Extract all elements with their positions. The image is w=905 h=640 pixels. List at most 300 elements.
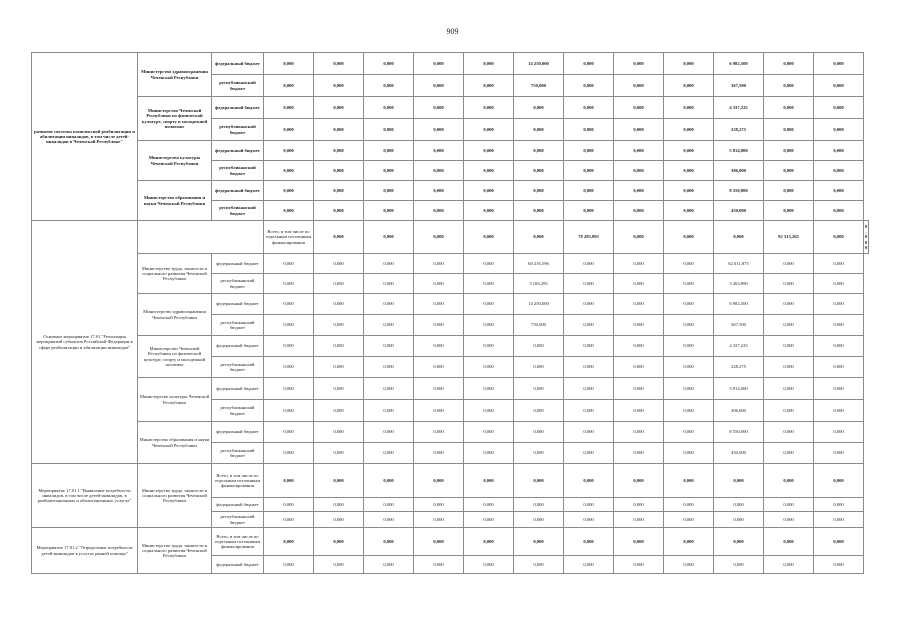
table-cell: 0,000: [564, 357, 614, 378]
table-cell: 0,000: [564, 512, 614, 528]
table-row: [32, 422, 869, 443]
table-cell: 0,000: [364, 357, 414, 378]
table-cell: 14 250,000: [514, 294, 564, 315]
table-cell: 4 337,225: [714, 97, 764, 119]
table-cell: 0,000: [564, 97, 614, 119]
table-row: [32, 528, 869, 556]
table-cell: 0,000: [764, 119, 814, 141]
table-cell: 228,275: [714, 119, 764, 141]
table-cell: 5 814,000: [714, 378, 764, 400]
table-cell: 0,000: [764, 294, 814, 315]
table-cell: 0,000: [814, 443, 864, 464]
table-cell: 0,000: [614, 464, 664, 498]
table-cell: 0,000: [614, 556, 664, 574]
table-cell: 750,000: [514, 315, 564, 336]
table-cell: 0,000: [314, 254, 364, 274]
table-cell: 0,000: [314, 75, 364, 97]
table-cell: 60 216,596: [514, 254, 564, 274]
table-cell: 3 169,295: [514, 274, 564, 294]
table-cell: республиканский бюджет: [212, 201, 264, 221]
table-cell: 0,000: [614, 221, 664, 254]
table-cell: 0,000: [814, 221, 864, 254]
table-cell: 0,000: [364, 512, 414, 528]
table-cell: 0,000: [664, 254, 714, 274]
table-cell: 0,000: [464, 400, 514, 422]
table-cell: 450,000: [714, 201, 764, 221]
table-cell: 0,000: [664, 556, 714, 574]
table-cell: 6 982,500: [714, 294, 764, 315]
table-cell: республиканский бюджет: [212, 315, 264, 336]
table-cell: 0,000: [464, 75, 514, 97]
table-cell: 0,000: [264, 512, 314, 528]
table-cell: 0,000: [414, 556, 464, 574]
table-cell: Всего, в том числе по отдельным источникам финансирования: [264, 221, 314, 254]
table-cell: 0,000: [264, 254, 314, 274]
table-cell: 0,000: [314, 274, 364, 294]
table-cell: 0,000: [314, 119, 364, 141]
table-cell: 0,000: [414, 119, 464, 141]
table-cell: 0,000: [614, 254, 664, 274]
table-row: [32, 141, 869, 161]
table-cell: 0,000: [314, 378, 364, 400]
table-cell: 0,000: [414, 315, 464, 336]
table-cell: 0,000: [364, 464, 414, 498]
table-cell: федеральный бюджет: [212, 53, 264, 75]
table-cell: 0,000: [764, 556, 814, 574]
table-cell: 0,000: [364, 181, 414, 201]
table-cell: 0,000: [814, 274, 864, 294]
table-cell: 0,000: [664, 53, 714, 75]
table-cell: 0,000: [564, 400, 614, 422]
table-cell: 0,000: [314, 400, 364, 422]
table-cell: 92 313,265: [764, 221, 814, 254]
table-cell: 0,000: [264, 556, 314, 574]
table-cell: 0,000: [614, 274, 664, 294]
table-cell: 0,000: [564, 161, 614, 181]
table-cell: 0,000: [314, 443, 364, 464]
table-row: [32, 97, 869, 119]
table-cell: 0,000: [564, 498, 614, 512]
table-cell: 0,000: [264, 119, 314, 141]
table-cell: 0,000: [314, 357, 364, 378]
table-cell: 0,000: [864, 221, 869, 254]
table-cell: 0,000: [714, 512, 764, 528]
table-cell: 0,000: [364, 336, 414, 357]
table-cell: 0,000: [264, 336, 314, 357]
table-cell: 0,000: [614, 97, 664, 119]
table-cell: 0,000: [514, 357, 564, 378]
table-cell: 0,000: [814, 53, 864, 75]
table-cell: федеральный бюджет: [212, 422, 264, 443]
table-cell: 0,000: [764, 400, 814, 422]
table-cell: 0,000: [764, 443, 814, 464]
table-cell: 0,000: [514, 336, 564, 357]
table-cell: 0,000: [314, 181, 364, 201]
table-cell: 0,000: [264, 443, 314, 464]
table-cell: 0,000: [314, 141, 364, 161]
table-cell: 0,000: [414, 400, 464, 422]
table-cell: 0,000: [814, 254, 864, 274]
table-cell: федеральный бюджет: [212, 498, 264, 512]
table-cell: 0,000: [314, 161, 364, 181]
table-cell: республиканский бюджет: [212, 512, 264, 528]
table-cell: 0,000: [814, 161, 864, 181]
table-cell: 0,000: [764, 201, 814, 221]
table-cell: 0,000: [414, 443, 464, 464]
table-cell: республиканский бюджет: [212, 161, 264, 181]
table-cell: 0,000: [564, 464, 614, 498]
table-cell: Министерство образования и науки Чеченской Республики: [138, 181, 212, 221]
table-cell: 0,000: [314, 294, 364, 315]
table-cell: 0,000: [364, 528, 414, 556]
table-cell: 0,000: [764, 336, 814, 357]
table-cell: Всего, в том числе по отдельным источникам финансирования: [212, 464, 264, 498]
table-cell: 0,000: [764, 498, 814, 512]
table-cell: 0,000: [314, 512, 364, 528]
table-cell: 0,000: [614, 336, 664, 357]
table-cell: Министерство труда, занятости и социального развития Чеченской Республики: [138, 254, 212, 294]
table-cell: 0,000: [564, 181, 614, 201]
table-cell: 0,000: [414, 201, 464, 221]
table-cell: 306,000: [714, 400, 764, 422]
table-cell: федеральный бюджет: [212, 97, 264, 119]
table-cell: 0,000: [664, 315, 714, 336]
table-cell: 0,000: [564, 294, 614, 315]
table-cell: 0,000: [464, 315, 514, 336]
table-cell: 8 550,000: [714, 181, 764, 201]
table-cell: 0,000: [414, 254, 464, 274]
table-cell: 0,000: [814, 181, 864, 201]
table-cell: 0,000: [264, 97, 314, 119]
table-cell: 0,000: [564, 119, 614, 141]
table-cell: 0,000: [564, 556, 614, 574]
table-cell: 0,000: [714, 221, 764, 254]
table-cell: 0,000: [464, 294, 514, 315]
table-cell: 0,000: [414, 464, 464, 498]
table-cell: 0,000: [364, 97, 414, 119]
page-number: 909: [446, 27, 459, 36]
table-cell: 0,000: [364, 315, 414, 336]
table-cell: 0,000: [664, 357, 714, 378]
table-cell: 5 814,000: [714, 141, 764, 161]
table-cell: 0,000: [264, 357, 314, 378]
table-cell: 0,000: [514, 161, 564, 181]
table-cell: 14 250,000: [514, 53, 564, 75]
table-cell: 0,000: [264, 274, 314, 294]
table-cell: 750,000: [514, 75, 564, 97]
table-cell: 0,000: [764, 464, 814, 498]
table-cell: 0,000: [464, 464, 514, 498]
table-cell: 0,000: [814, 512, 864, 528]
table-cell: 0,000: [564, 315, 614, 336]
table-cell: 0,000: [264, 464, 314, 498]
table-cell: 0,000: [814, 422, 864, 443]
table-cell: 0,000: [314, 53, 364, 75]
table-cell: 0,000: [564, 443, 614, 464]
table-cell: 0,000: [414, 97, 464, 119]
table-cell: 0,000: [764, 512, 814, 528]
table-cell: 0,000: [814, 141, 864, 161]
table-cell: 0,000: [564, 141, 614, 161]
table-row: [32, 221, 869, 254]
table-cell: 0,000: [414, 512, 464, 528]
table-cell: 0,000: [664, 498, 714, 512]
table-cell: 0,000: [514, 201, 564, 221]
table-cell: федеральный бюджет: [212, 254, 264, 274]
budget-table: [31, 52, 869, 574]
table-cell: 0,000: [514, 528, 564, 556]
table-cell: 0,000: [464, 181, 514, 201]
table-cell: 0,000: [364, 443, 414, 464]
table-cell: 0,000: [364, 422, 414, 443]
table-cell: республиканский бюджет: [212, 274, 264, 294]
table-cell: 0,000: [564, 422, 614, 443]
table-cell: 0,000: [464, 336, 514, 357]
table-cell: 0,000: [314, 221, 364, 254]
table-cell: 0,000: [664, 201, 714, 221]
table-row: [32, 53, 869, 75]
table-cell: 0,000: [464, 254, 514, 274]
table-cell: 0,000: [564, 378, 614, 400]
table-cell: 0,000: [664, 400, 714, 422]
table-cell: 0,000: [414, 498, 464, 512]
table-cell: республиканский бюджет: [212, 400, 264, 422]
table-cell: 0,000: [314, 315, 364, 336]
table-cell: 0,000: [464, 53, 514, 75]
table-cell: 0,000: [364, 556, 414, 574]
table-cell: 0,000: [314, 498, 364, 512]
table-cell: 0,000: [264, 498, 314, 512]
table-cell: 0,000: [514, 221, 564, 254]
table-cell: республиканский бюджет: [212, 75, 264, 97]
table-cell: 0,000: [664, 528, 714, 556]
table-cell: 0,000: [414, 357, 464, 378]
table-cell: 228,275: [714, 357, 764, 378]
table-cell: 0,000: [614, 181, 664, 201]
table-cell: 0,000: [664, 274, 714, 294]
table-cell: 0,000: [464, 97, 514, 119]
table-cell: 0,000: [664, 181, 714, 201]
table-cell: Министерство Чеченской Республики по физической культуре, спорту и молодежной политике: [138, 97, 212, 141]
table-cell: 0,000: [264, 294, 314, 315]
table-cell: 0,000: [464, 528, 514, 556]
table-cell: 0,000: [464, 201, 514, 221]
table-cell: 0,000: [414, 75, 464, 97]
table-cell: 0,000: [714, 464, 764, 498]
table-cell: 3 263,890: [714, 274, 764, 294]
table-cell: 0,000: [264, 75, 314, 97]
table-cell: республиканский бюджет: [212, 119, 264, 141]
table-cell: 0,000: [414, 422, 464, 443]
table-cell: 0,000: [814, 294, 864, 315]
budget-table-body: [32, 53, 869, 574]
table-cell: 0,000: [414, 141, 464, 161]
table-cell: 0,000: [764, 97, 814, 119]
table-cell: 0,000: [264, 201, 314, 221]
table-cell: 0,000: [814, 315, 864, 336]
table-cell: 0,000: [364, 294, 414, 315]
table-cell: 0,000: [814, 464, 864, 498]
table-cell: 0,000: [614, 141, 664, 161]
table-cell: 0,000: [414, 294, 464, 315]
table-cell: 0,000: [364, 201, 414, 221]
table-cell: 0,000: [764, 161, 814, 181]
table-cell: 0,000: [514, 422, 564, 443]
table-cell: 0,000: [364, 400, 414, 422]
table-cell: 0,000: [664, 221, 714, 254]
table-cell: 0,000: [664, 378, 714, 400]
table-cell: [138, 221, 264, 254]
table-cell: 0,000: [614, 378, 664, 400]
table-cell: 0,000: [814, 336, 864, 357]
table-cell: федеральный бюджет: [212, 556, 264, 574]
table-cell: 4 337,225: [714, 336, 764, 357]
table-cell: 0,000: [564, 53, 614, 75]
table-cell: 0,000: [764, 357, 814, 378]
table-cell: 0,000: [464, 422, 514, 443]
table-cell: 0,000: [414, 181, 464, 201]
table-cell: 0,000: [814, 556, 864, 574]
table-cell: 0,000: [614, 119, 664, 141]
table-cell: 0,000: [414, 274, 464, 294]
table-cell: 0,000: [414, 221, 464, 254]
table-cell: Мероприятие 17.01.2 "Определение потребности детей-инвалидов в услугах ранней помощи": [32, 528, 138, 574]
table-cell: 0,000: [514, 464, 564, 498]
table-cell: 0,000: [464, 357, 514, 378]
table-cell: 0,000: [614, 443, 664, 464]
table-cell: 0,000: [764, 422, 814, 443]
table-cell: 0,000: [414, 336, 464, 357]
table-cell: федеральный бюджет: [212, 336, 264, 357]
table-cell: развитие системы комплексной реабилитации и абилитации инвалидов, в том числе детей-инвалидов в Чеченской Республике": [32, 53, 138, 221]
table-cell: 0,000: [814, 201, 864, 221]
table-cell: 0,000: [364, 378, 414, 400]
table-cell: 0,000: [614, 75, 664, 97]
table-cell: 0,000: [364, 221, 414, 254]
table-cell: 0,000: [464, 161, 514, 181]
table-cell: 0,000: [514, 119, 564, 141]
table-cell: 0,000: [614, 161, 664, 181]
table-cell: 0,000: [564, 336, 614, 357]
table-cell: 0,000: [614, 512, 664, 528]
table-cell: 0,000: [464, 141, 514, 161]
table-cell: 0,000: [614, 422, 664, 443]
table-cell: 0,000: [664, 75, 714, 97]
table-cell: 0,000: [814, 400, 864, 422]
table-cell: 0,000: [514, 443, 564, 464]
table-cell: 0,000: [364, 161, 414, 181]
table-cell: Министерство труда, занятости и социального развития Чеченской Республики: [138, 528, 212, 574]
table-cell: 0,000: [614, 315, 664, 336]
table-cell: 0,000: [764, 274, 814, 294]
table-cell: федеральный бюджет: [212, 378, 264, 400]
table-cell: 0,000: [414, 161, 464, 181]
table-cell: 0,000: [314, 556, 364, 574]
table-cell: 0,000: [364, 274, 414, 294]
table-cell: 0,000: [264, 315, 314, 336]
table-cell: 6 982,500: [714, 53, 764, 75]
table-cell: 0,000: [514, 97, 564, 119]
table-cell: 0,000: [364, 141, 414, 161]
table-cell: 0,000: [364, 75, 414, 97]
table-cell: 0,000: [814, 378, 864, 400]
table-cell: 0,000: [314, 336, 364, 357]
table-cell: 0,000: [614, 294, 664, 315]
table-cell: 0,000: [364, 254, 414, 274]
table-cell: Министерство культуры Чеченской Республики: [138, 378, 212, 422]
table-cell: республиканский бюджет: [212, 443, 264, 464]
table-cell: 0,000: [514, 512, 564, 528]
table-cell: Министерство культуры Чеченской Республики: [138, 141, 212, 181]
table-cell: 0,000: [464, 556, 514, 574]
table-cell: 0,000: [764, 378, 814, 400]
table-cell: 0,000: [664, 161, 714, 181]
table-row: [32, 464, 869, 498]
table-cell: 0,000: [314, 201, 364, 221]
table-cell: 0,000: [514, 378, 564, 400]
table-cell: 0,000: [814, 498, 864, 512]
table-cell: федеральный бюджет: [212, 181, 264, 201]
table-cell: 367,500: [714, 75, 764, 97]
table-cell: 0,000: [664, 422, 714, 443]
table-cell: 0,000: [664, 336, 714, 357]
table-cell: Всего, в том числе по отдельным источникам финансирования: [212, 528, 264, 556]
table-cell: 0,000: [264, 181, 314, 201]
table-cell: 0,000: [514, 400, 564, 422]
table-cell: 0,000: [664, 119, 714, 141]
table-cell: 0,000: [814, 119, 864, 141]
table-cell: 0,000: [264, 141, 314, 161]
table-row: [32, 336, 869, 357]
table-cell: 0,000: [814, 75, 864, 97]
table-cell: 0,000: [264, 422, 314, 443]
table-cell: 0,000: [764, 528, 814, 556]
table-cell: 0,000: [364, 119, 414, 141]
table-cell: 0,000: [614, 498, 664, 512]
table-cell: 0,000: [814, 528, 864, 556]
table-cell: 62 011,875: [714, 254, 764, 274]
table-cell: 0,000: [514, 556, 564, 574]
table-cell: 0,000: [714, 556, 764, 574]
table-cell: 0,000: [464, 274, 514, 294]
table-row: [32, 181, 869, 201]
table-cell: 0,000: [764, 53, 814, 75]
table-cell: 0,000: [764, 141, 814, 161]
table-cell: 0,000: [664, 294, 714, 315]
table-cell: 0,000: [664, 97, 714, 119]
table-cell: 0,000: [264, 400, 314, 422]
table-cell: 0,000: [314, 422, 364, 443]
table-cell: 0,000: [664, 443, 714, 464]
table-cell: 0,000: [764, 75, 814, 97]
table-cell: 367,500: [714, 315, 764, 336]
table-cell: Министерство труда, занятости и социального развития Чеченской Республики: [138, 464, 212, 528]
table-cell: 0,000: [314, 97, 364, 119]
table-cell: 0,000: [814, 357, 864, 378]
table-cell: 0,000: [664, 512, 714, 528]
table-cell: 0,000: [514, 141, 564, 161]
table-cell: 0,000: [614, 201, 664, 221]
table-cell: 78 285,895: [564, 221, 614, 254]
table-cell: 0,000: [664, 141, 714, 161]
table-cell: Министерство Чеченской Республики по физической культуре, спорту и молодежной политике: [138, 336, 212, 378]
table-row: [32, 254, 869, 274]
table-cell: 0,000: [764, 181, 814, 201]
table-cell: 0,000: [564, 201, 614, 221]
table-cell: 0,000: [614, 400, 664, 422]
table-cell: 0,000: [614, 528, 664, 556]
table-cell: 0,000: [714, 498, 764, 512]
